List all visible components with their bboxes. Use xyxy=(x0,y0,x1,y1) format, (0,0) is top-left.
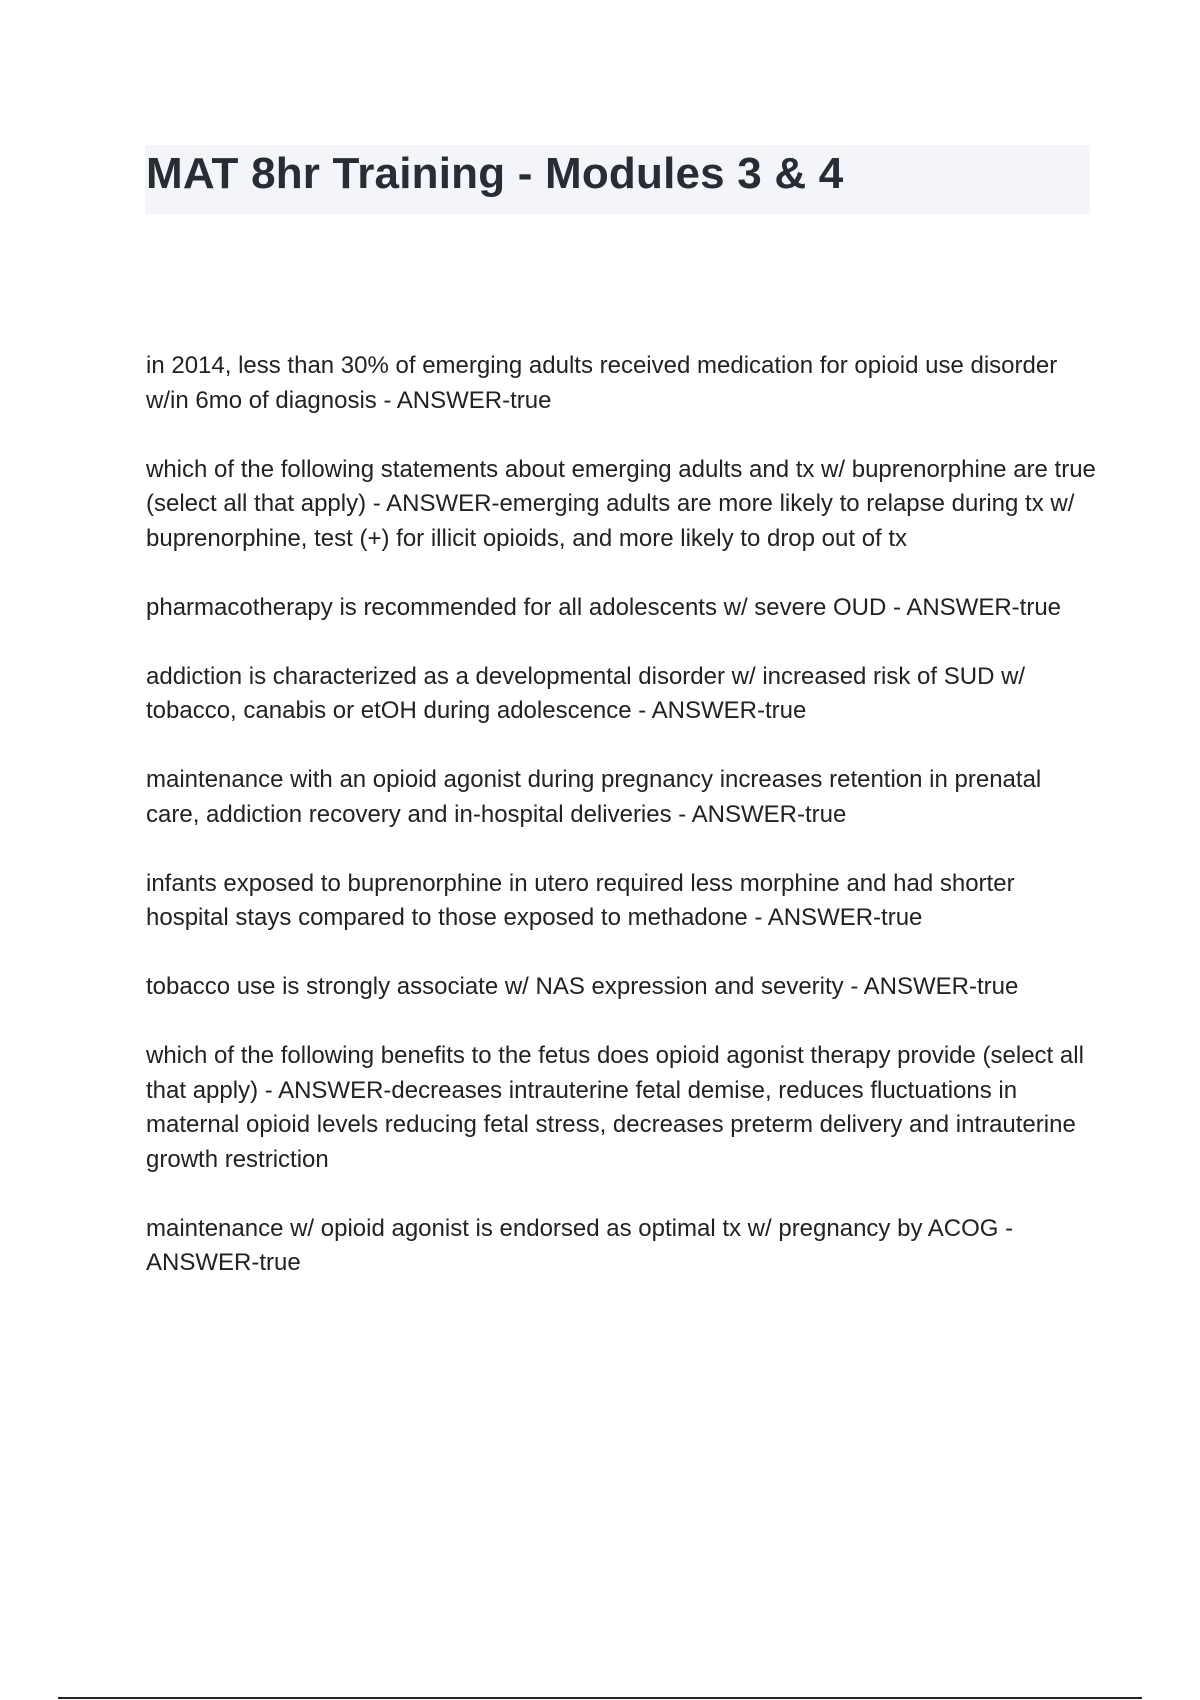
qa-item: which of the following statements about emerging adults and tx w/ buprenorphine are true (select all that apply) - ANSWER-emerging adults are more likely to relapse during tx w/ buprenorphine, test (+) for illicit opioids, and more likely to drop out of tx xyxy=(146,455,1096,552)
qa-item: in 2014, less than 30% of emerging adults received medication for opioid use disorder w/in 6mo of diagnosis - ANSWER-true xyxy=(146,352,1058,414)
qa-item: tobacco use is strongly associate w/ NAS expression and severity - ANSWER-true xyxy=(146,973,1019,1000)
qa-item: pharmacotherapy is recommended for all adolescents w/ severe OUD - ANSWER-true xyxy=(146,593,1062,621)
page-title: MAT 8hr Training - Modules 3 & 4 xyxy=(146,149,844,198)
qa-item: addiction is characterized as a developmental disorder w/ increased risk of SUD w/ tobacco, canabis or etOH during adolescence - ANSWER-true xyxy=(146,662,1026,724)
qa-item: which of the following benefits to the fetus does opioid agonist therapy provide (select all that apply) - ANSWER-decreases intrauterine fetal demise, reduces fluctuations in maternal opioid levels reducing fetal stress, decreases preterm delivery and intrauterine growth restriction xyxy=(146,1042,1084,1173)
footer-divider xyxy=(58,1697,1142,1699)
qa-item: infants exposed to buprenorphine in utero required less morphine and had shorter hospital stays compared to those exposed to methadone - ANSWER-true xyxy=(146,869,1015,931)
qa-item: maintenance with an opioid agonist during pregnancy increases retention in prenatal care, addiction recovery and in-hospital deliveries - ANSWER-true xyxy=(146,766,1042,828)
qa-item: maintenance w/ opioid agonist is endorsed as optimal tx w/ pregnancy by ACOG - ANSWER-true xyxy=(146,1214,1014,1276)
qa-list xyxy=(146,349,1096,1315)
